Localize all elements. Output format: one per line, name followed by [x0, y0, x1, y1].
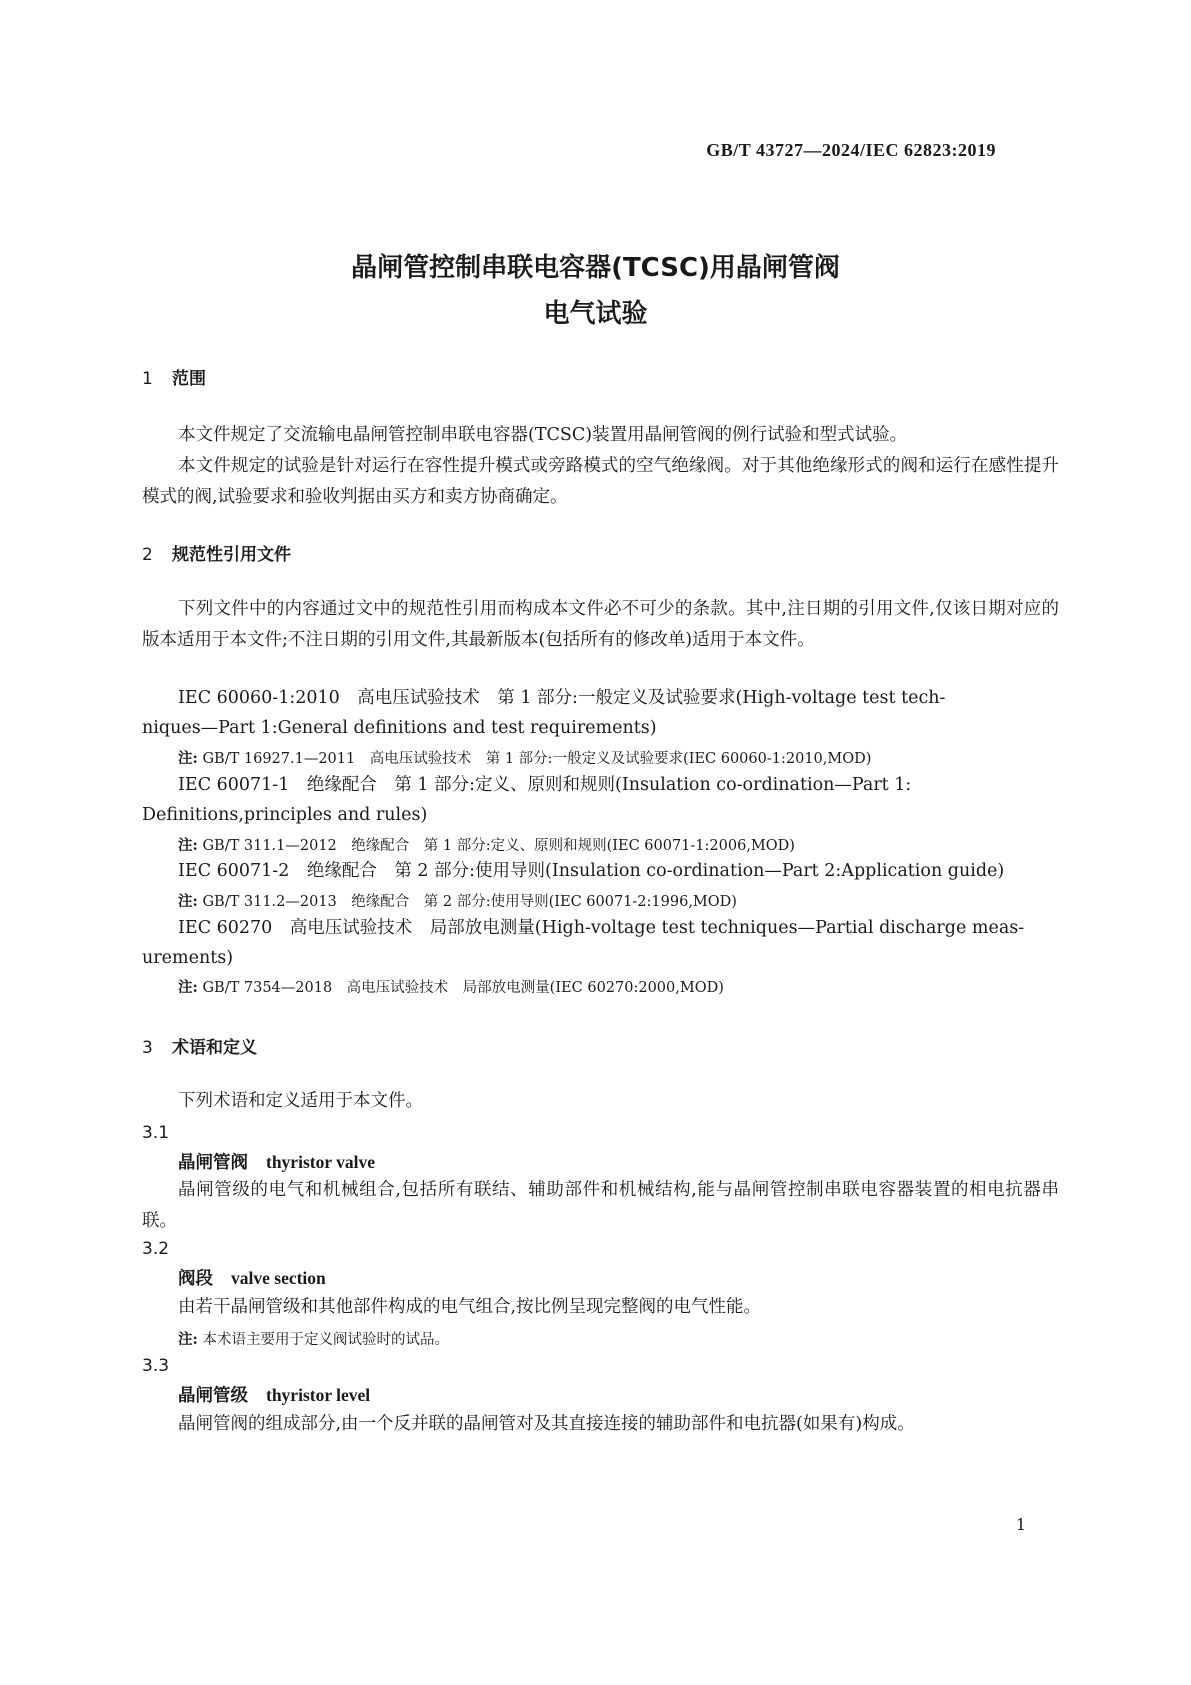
term-definition: 晶闸管级的电气和机械组合,包括所有联结、辅助部件和机械结构,能与晶闸管控制串联电容器装置的相电抗器串联。 — [142, 1180, 1059, 1231]
clause-number: 3.2 — [142, 1239, 170, 1259]
section-heading-terms — [142, 1033, 257, 1058]
document-title-line2: 电气试验 — [543, 299, 648, 329]
term-en: valve section — [231, 1268, 326, 1288]
section-number: 1 — [142, 369, 153, 389]
reference-item: IEC 60270 高电压试验技术 局部放电测量(High-voltage test techniques—Partial discharge meas- — [178, 918, 1025, 938]
term-en: thyristor valve — [266, 1152, 376, 1172]
reference-item-continued: Definitions,principles and rules) — [142, 805, 428, 825]
term-definition: 晶闸管阀的组成部分,由一个反并联的晶闸管对及其直接连接的辅助部件和电抗器(如果有)构成。 — [178, 1414, 915, 1434]
term-en: thyristor level — [266, 1385, 371, 1405]
section-title: 范围 — [172, 369, 206, 389]
note-label: 注: — [178, 1331, 198, 1348]
note — [178, 747, 871, 768]
section-heading-scope — [142, 364, 206, 389]
note-label: 注: — [178, 979, 198, 996]
paragraph: 本文件规定的试验是针对运行在容性提升模式或旁路模式的空气绝缘阀。对于其他绝缘形式的阀和运行在感性提升模式的阀,试验要求和验收判据由买方和卖方协商确定。 — [142, 456, 1059, 507]
note-text: 本术语主要用于定义阀试验时的试品。 — [197, 1332, 449, 1348]
term-entry — [178, 1149, 375, 1174]
clause-number: 3.3 — [142, 1356, 170, 1376]
term-entry — [178, 1382, 370, 1407]
term-entry — [178, 1265, 326, 1290]
note-label: 注: — [178, 750, 198, 767]
page-number: 1 — [1015, 1515, 1026, 1534]
note-label: 注: — [178, 893, 198, 910]
note-text: GB/T 311.1—2012 绝缘配合 第 1 部分:定义、原则和规则(IEC 60071-1:2006,MOD) — [197, 838, 795, 854]
reference-item-continued: urements) — [142, 948, 234, 968]
note-label: 注: — [178, 837, 198, 854]
term-cn: 晶闸管级 — [178, 1386, 248, 1406]
section-title: 术语和定义 — [172, 1038, 257, 1058]
reference-item-continued: niques—Part 1:General definitions and test requirements) — [142, 718, 657, 738]
section-heading-normative-references — [142, 540, 291, 565]
document-title: 晶闸管控制串联电容器(TCSC)用晶闸管阀 — [351, 253, 840, 283]
term-cn: 阀段 — [178, 1269, 213, 1289]
note — [178, 976, 724, 997]
clause-number: 3.1 — [142, 1123, 170, 1143]
note-text: GB/T 7354—2018 高电压试验技术 局部放电测量(IEC 60270:2000,MOD) — [197, 980, 724, 996]
paragraph: 下列术语和定义适用于本文件。 — [178, 1091, 423, 1111]
note — [178, 890, 737, 911]
reference-item: IEC 60060-1:2010 高电压试验技术 第 1 部分:一般定义及试验要求(High-voltage test tech- — [178, 688, 946, 708]
term-cn: 晶闸管阀 — [178, 1153, 248, 1173]
note-text: GB/T 311.2—2013 绝缘配合 第 2 部分:使用导则(IEC 60071-2:1996,MOD) — [197, 894, 737, 910]
section-title: 规范性引用文件 — [172, 545, 291, 565]
note-text: GB/T 16927.1—2011 高电压试验技术 第 1 部分:一般定义及试验要求(IEC 60060-1:2010,MOD) — [197, 751, 872, 767]
note — [178, 1328, 449, 1349]
section-number: 2 — [142, 545, 153, 565]
note — [178, 834, 795, 855]
paragraph: 本文件规定了交流输电晶闸管控制串联电容器(TCSC)装置用晶闸管阀的例行试验和型式试验。 — [178, 425, 908, 445]
term-definition: 由若干晶闸管级和其他部件构成的电气组合,按比例呈现完整阀的电气性能。 — [178, 1297, 762, 1317]
reference-item: IEC 60071-2 绝缘配合 第 2 部分:使用导则(Insulation co-ordination—Part 2:Application guide) — [178, 861, 1005, 881]
paragraph: 下列文件中的内容通过文中的规范性引用而构成本文件必不可少的条款。其中,注日期的引用文件,仅该日期对应的版本适用于本文件;不注日期的引用文件,其最新版本(包括所有的修改单)适用于本文件。 — [142, 599, 1059, 650]
document-code: GB/T 43727—2024/IEC 62823:2019 — [706, 140, 996, 160]
reference-item: IEC 60071-1 绝缘配合 第 1 部分:定义、原则和规则(Insulation co-ordination—Part 1: — [178, 775, 912, 795]
section-number: 3 — [142, 1038, 153, 1058]
